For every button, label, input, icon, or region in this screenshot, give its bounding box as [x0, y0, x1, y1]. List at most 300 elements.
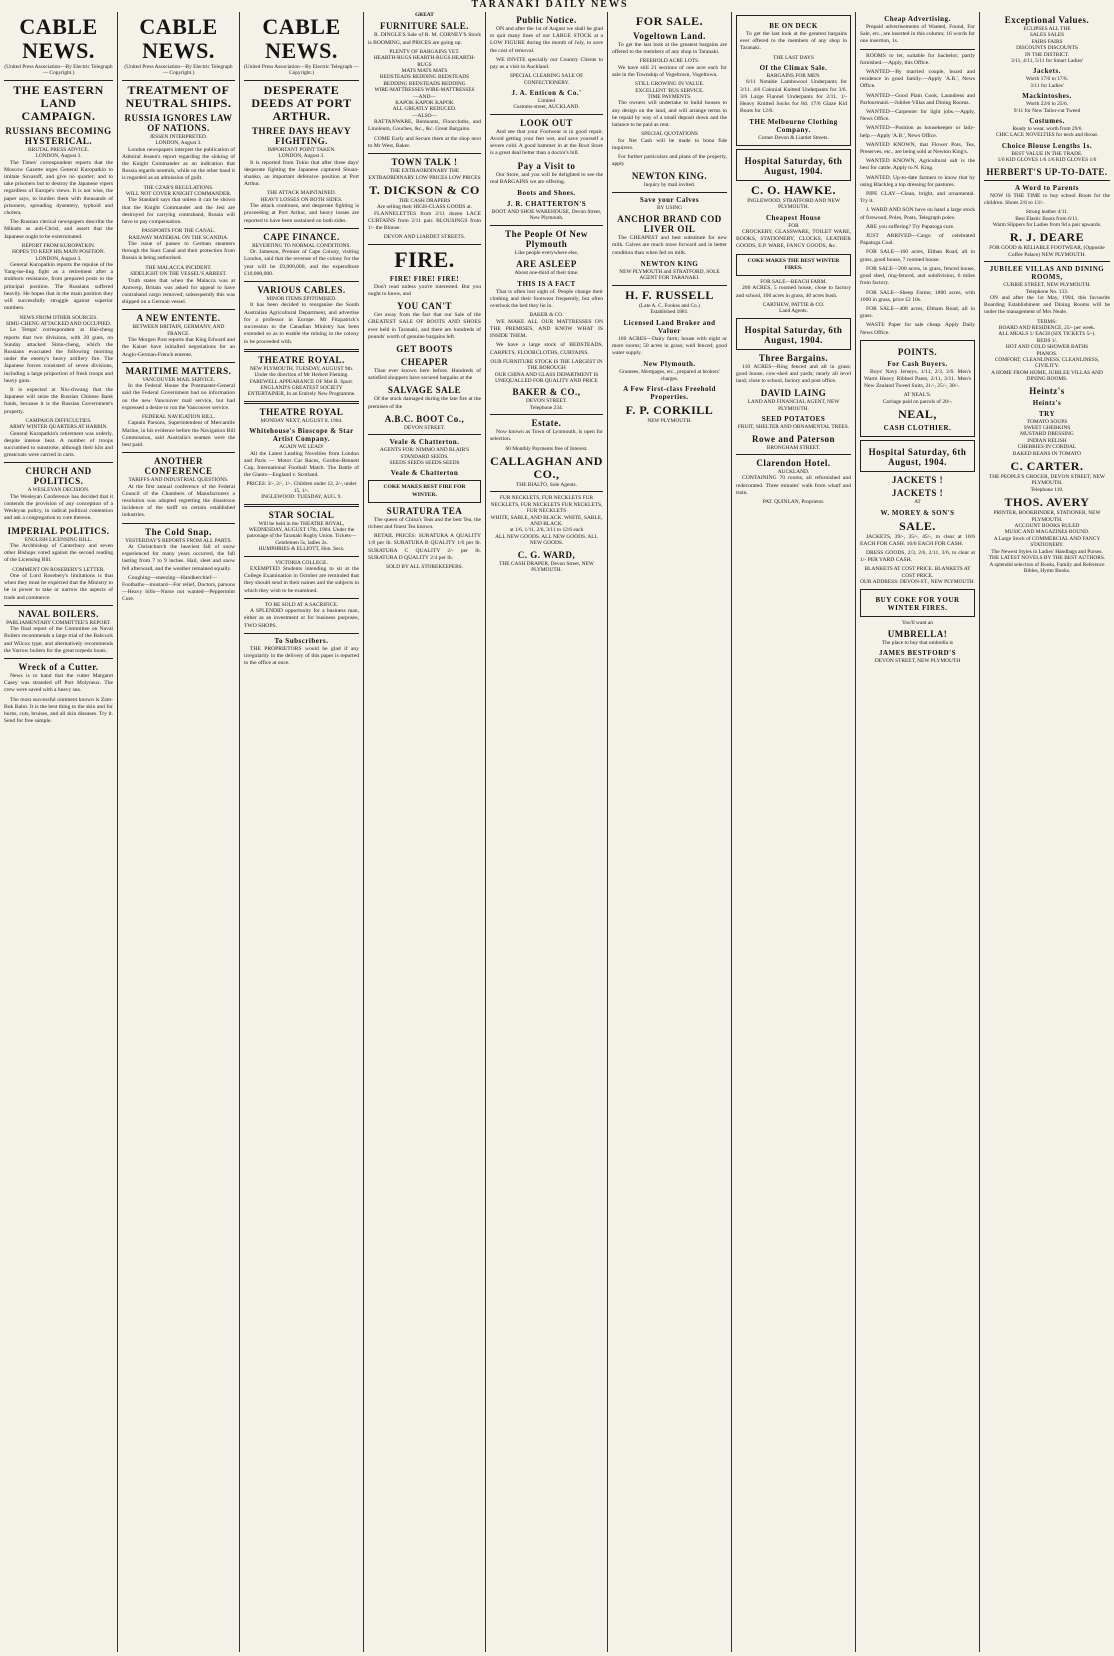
best-text: BEST VALUE IN THE TRADE.	[1011, 150, 1083, 157]
subheading: THE CZAR'S REGULATIONS.	[143, 184, 214, 191]
inglewood-text: INGLEWOOD: TUESDAY, AUG. 9.	[261, 494, 342, 501]
product-item: TOMATO SOUPS	[1026, 418, 1068, 425]
order-text: OUR ADDRESS: DEVON-ST., NEW PLYMOUTH.	[860, 579, 975, 586]
cheap-text: Prepaid advertisements of Wanted, Found, For Sale, etc., are inserted in this column; 16 words for one insertion, 1s.	[860, 24, 975, 45]
word-text: NOW IS THE TIME to buy school Boots for the children. Shoes 2/6 to 13/-.	[984, 192, 1110, 206]
columns	[0, 12, 1114, 1652]
classified-ad: WANTED—Position as housekeeper or lady-help.—Apply 'A.B.', News Office.	[860, 125, 975, 139]
product-item: BAKED BEANS IN TOMATO	[1012, 450, 1082, 457]
abc-heading: A.B.C. BOOT Co.,	[384, 413, 465, 424]
morey-text: JACKETS, 39/-, 35/-, 45/-, to clear at 10/6 EACH FOR CASH. 16/6 EACH FOR CASH.	[860, 533, 975, 547]
cost-text: 9/11 for New Tailor-cut Tweed	[1013, 107, 1081, 114]
come-text: COME Early and Secure them at the shop next to Mr West, Baker.	[368, 135, 481, 149]
product-item: INDIAN RELISH	[1027, 437, 1067, 444]
suratura-heading: SURATURA TEA	[386, 505, 463, 516]
subheading: YESTERDAY'S REPORTS FROM ALL PARTS.	[125, 537, 232, 544]
at-neals-text: AT NEAL'S.	[903, 392, 932, 399]
newton-heading: NEWTON KING.	[631, 171, 708, 182]
inquiry-text: Inquiry by mail invited.	[643, 182, 696, 189]
town-talk-heading: TOWN TALK !	[391, 157, 458, 168]
article-paragraph: The attack continues, and desperate fighting is proceeding at Port Arthur, and heavy losses are reported to have been sustained on both sides.	[244, 203, 359, 224]
freehold-heading: FREEHOLD ACRE LOTS.	[639, 58, 700, 65]
article-paragraph: At Christchurch the heaviest fall of snow experienced for many years occurred, the fall lasting from 7 to 9 inches. Hail, sleet and snow fell afterward, and the weather remained squally.	[122, 544, 235, 572]
jubilee-heading: JUBILEE VILLAS AND DINING ROOMS,	[989, 265, 1105, 282]
subheading: FEDERAL NAVIGATION BILL.	[142, 413, 215, 420]
article-paragraph: The Morgen Post reports that King Edward and the Kaiser have initialled negotiations for an Anglo-German-French entente.	[122, 337, 235, 358]
newest-text: The Newest Styles in Ladies' Handbags and Purses.	[991, 548, 1103, 555]
article-paragraph: General Kuropatkin reports the repulse of the Yang-tse-ling fight as a retirement after a stubborn resistance, from prepared posts to the principal position. The Russians suffered heavily. He hopes that in the main position they will successfully struggle against superior numbers.	[4, 262, 113, 312]
people-heading: The People Of New Plymouth	[505, 228, 588, 249]
subscribers-heading: To Subscribers.	[274, 636, 329, 645]
cleanest-text: WE MAKE ALL OUR MATTRESSES ON THE PREMISES, AND KNOW WHAT IS INSIDE THEM.	[490, 318, 603, 340]
theatre-heading: THEATRE ROYAL	[259, 406, 344, 417]
beach-text: 200 ACRES, 5 roomed house, close to factory and school, 100 acres in grass, 40 acres bush.	[736, 285, 851, 299]
telephone-text: Telephone 234.	[529, 404, 564, 411]
cables-heading: VARIOUS CABLES.	[257, 285, 346, 296]
classified-ad: J. WARD AND SON have on hand a large stock of firewood, Poles, Posts, Telegraph poles.	[860, 207, 975, 221]
laing-sub: LAND AND FINANCIAL AGENT, NEW PLYMOUTH.	[747, 399, 840, 412]
established-text: Established 1881.	[650, 309, 689, 316]
subheading: A WESLEYAN DECISION.	[27, 487, 90, 494]
coke-heading: COKE MAKES THE BEST WINTER FIRES.	[747, 257, 840, 271]
dateline: LONDON, August 3.	[155, 140, 202, 147]
russia-heading: RUSSIA IGNORES LAW OF NATIONS.	[124, 112, 233, 133]
star-sub: Will be held in the THEATRE ROYAL, WEDNESDAY, AUGUST 17th, 1904. Under the patronage of the Taranaki Rugby Union. Tickets—Gentlemen 5s, ladies 2s.	[246, 520, 357, 546]
wire-text: WIRE-MATTRESSES WIRE-MATTRESSES	[374, 87, 475, 94]
column-8	[856, 12, 980, 1652]
people-sub: Like people everywhere else,	[514, 249, 579, 256]
abc-street: DEVON STREET.	[404, 424, 445, 431]
article-paragraph: The Russian clerical newspapers describe the Mikado as anti-Christ, and assert that the Japanese ought to be exterminated.	[4, 219, 113, 240]
splendid-text: A SPLENDID opportunity for a business man, either as an investment or for business purposes, TWO SHOPS.	[244, 608, 359, 629]
subheading: WILL NOT COVER KNIGHT COMMANDER.	[125, 191, 232, 198]
hospital-heading-2: Hospital Saturday, 6th August, 1904.	[744, 324, 843, 345]
devon-text: DEVON AND LIARDET STREETS.	[383, 234, 466, 241]
exempted-text: EXEMPTED Students intending to sit at the College Examination in October are reminded that they should send in their names and the subjects in which they wish to be examined.	[244, 566, 359, 594]
china-text: OUR CHINA AND GLASS DEPARTMENT IS UNEQUALLED FOR QUALITY AND PRICE	[494, 371, 599, 384]
column-4	[364, 12, 486, 1652]
subheading: PARLIAMENTARY COMMITTEE'S REPORT.	[6, 619, 111, 626]
article-paragraph: It has been decided to reorganise the South Australian Agricultural Department, and advertise for a professor in Europe. Mr Fitzpatrick's succession to the Canadian Ministry has been extended so as to enable the mining in the colony to be proceeded with.	[244, 302, 359, 345]
customs-text: Customs-street, AUCKLAND.	[513, 104, 580, 111]
grantee-text: Grantees, Mortgages, etc., prepared at brokers' charges.	[619, 369, 720, 382]
salvage-text: Of the stock damaged during the late fire at the premises of the	[368, 396, 481, 410]
ward-sub: THE CASH DRAPER, Devon Street, NEW PLYMOUTH.	[499, 560, 594, 574]
word-heading: A Word to Parents	[1014, 183, 1080, 192]
heintz-heading-2: Heintz's	[1032, 398, 1062, 407]
farewell-text: FAREWELL APPEARANCE OF Mel B. Spurr.	[249, 378, 354, 385]
costumes-heading: Costumes.	[1029, 117, 1065, 126]
column-9	[980, 12, 1114, 1652]
exceptional-heading: Exceptional Values.	[1004, 15, 1090, 25]
hospital-heading: Hospital Saturday, 6th August, 1904.	[744, 155, 843, 176]
maritime-heading: MARITIME MATTERS.	[125, 365, 232, 376]
land-agents-text: Land Agents.	[779, 308, 808, 315]
theatre-heading: THEATRE ROYAL.	[258, 354, 345, 365]
clarendon-sub: AUCKLAND.	[777, 468, 810, 475]
bestford-sub: DEVON STREET, NEW PLYMOUTH	[874, 658, 961, 665]
column-2	[118, 12, 240, 1652]
calculate-text: 60 Monthly Payments free of Interest.	[505, 445, 588, 452]
subheading: RAILWAY MATERIAL ON THE SCANDIA.	[128, 234, 229, 241]
extraordinary-text: THE EXTRAORDINARY THE EXTRAORDINARY LOW PRICES LOW PRICES	[368, 168, 481, 181]
cable-news-sub: (United Press Association—By Electric Telegraph — Copyright.)	[244, 64, 359, 77]
article-paragraph: The Archbishop of Canterbury and seven other Bishops voted against the second reading of the Licensing Bill.	[4, 543, 113, 564]
boots-heading: Boots and Shoes.	[517, 189, 576, 198]
wreck-heading: Wreck of a Cutter.	[18, 662, 99, 673]
subheading: ENGLISH LICENSING BILL.	[24, 536, 93, 543]
also-text: —ALSO—	[412, 112, 437, 119]
deare-heading: R. J. DEARE	[1009, 230, 1085, 245]
advert-paragraph: The most successful ointment known is Zam-Buk Balm. It is the best thing to the skin and for burns, cuts, bruises, and all skin diseases. Try it. Send for free sample.	[4, 696, 113, 725]
cheaper-heading: CHEAPER	[400, 356, 449, 367]
look-text: And see that your Footwear is in good repair. Avoid getting your feet wet, and save yourself a severe cold. A good hammer in at the Boot Store is a great deal better than a doctor's bill.	[490, 128, 603, 157]
selling-text: Are selling their HIGH-CLASS GOODS at.	[377, 204, 472, 211]
dress-text: DRESS GOODS, 2/3, 2/6, 2/11, 3/6, to clear at 1/- PER YARD CASH.	[860, 549, 975, 564]
article-paragraph: The final report of the Committee on Naval Boilers recommends a large trial of the Babcock and Wilcox type, and alternatively recommends the Yarrow boilers for the great torpedo boats.	[4, 626, 113, 654]
baker-text: BAKER & CO.	[529, 312, 564, 319]
strong-text: Strong leather 4/11.	[1025, 209, 1069, 216]
hot-text: HOT AND COLD SHOWER BATHS	[1005, 344, 1089, 351]
article-paragraph: Dr. Jameson, Premier of Cape Colony, visiting London, said that the revenue of the colony for the year will be £9,000,000, and the expenditure £10,000,000.	[244, 249, 359, 277]
latest-text: THE LATEST NOVELS BY THE BEST AUTHORS.	[988, 555, 1106, 562]
subheading: NEWS FROM OTHER SOURCES.	[19, 314, 98, 321]
seeds-text: SEEDS SEEDS SEEDS SEEDS	[389, 459, 460, 466]
rattanware-text: RATTANWARE, Remnants, Floorcloths, and Linoleum, Couches, &c., &c. Great Bargains.	[368, 119, 481, 133]
vogel-text: To get the last look at the greatest bargains are offered to the members of any shop in Taranaki.	[612, 42, 727, 56]
entente-heading: A NEW ENTENTE.	[136, 313, 221, 324]
classified-ad: FOR SALE—200 acres, in grass, fenced house, good shed, ring-fenced, and subdivision, 6 miles from factory.	[860, 265, 975, 287]
column-7	[732, 12, 856, 1652]
callaghan-heading: CALLAGHAN AND CO.,	[490, 453, 603, 481]
furniture-text: R. DINGLE'S Sale of R. M. CORNEY'S Stock is BOOMING, and PRICES are going up.	[368, 32, 481, 46]
veale-heading-2: Veale & Chatterton	[390, 469, 459, 478]
hospital-heading: Hospital Saturday, 6th August, 1904.	[868, 447, 967, 468]
article-paragraph: Truth states that when the Malacca was at Antwerp, Britain was asked for appeal to have contraband cargo removed; subsequently this was shipped on a German vessel.	[122, 277, 235, 306]
discounts-text: DISCOUNTS DISCOUNTS	[1016, 45, 1078, 52]
column-5	[486, 12, 608, 1652]
white-text: WHITE, SABLE, AND BLACK. WHITE, SABLE, AND BLACK.	[490, 514, 603, 527]
article-paragraph: The Wesleyan Conference has decided that it contends the provision of any conception of a Wesleyan policy, in radical political contention and ask a congregation to vote thereon.	[4, 493, 113, 522]
classified-ad: WANTED KNOWN, that Flower Pots, Tea, Preserves, etc., are being sold at Newton King's.	[860, 141, 975, 156]
jackets-heading: Jackets.	[1033, 67, 1061, 76]
public-text: ON and after the 1st of August we shall be glad to quit many lines of our LARGE STOCK at a LOW FIGURE during the month of July, to save the cost of removal.	[490, 26, 603, 54]
special-text: for Net Cash will be made to bona fide inquirers.	[612, 137, 727, 151]
large-text: A Large Stock of COMMERCIAL AND FANCY STATIONERY.	[993, 535, 1101, 549]
classified-ad: WANTED—By married couple, board and residence in good family.—Apply 'A.B.', News Office.	[860, 69, 975, 90]
pay-heading: Pay a Visit to	[517, 160, 576, 171]
newton2-heading: NEWTON KING	[640, 259, 699, 268]
callaghan-sub: THE RIALTO, Sole Agents.	[516, 481, 577, 488]
this-heading: THIS IS A FACT	[517, 279, 576, 288]
estate-heading: Estate.	[531, 418, 562, 429]
avery-heading: THOS. AVERY	[1004, 495, 1090, 510]
russell-sub: (Late A. C. Fookes and Co.)	[639, 302, 700, 309]
at-prices-text: at 1/6, 1/11, 2/6, 3/11 to 12/6 each	[509, 527, 584, 534]
advert-paragraph: Coughing—sneezing—Handkerchief—Footbaths—mustard—For relief, Doctors, parsons—Heavy bills—Nurse not wanted—Peppermint Cure.	[122, 574, 235, 603]
cable-news-heading: CABLE NEWS.	[262, 14, 341, 63]
points-heading: POINTS.	[897, 346, 938, 357]
baker-street: DEVON STREET.	[526, 398, 567, 405]
subheading: MINOR ITEMS EPITOMISED.	[266, 296, 337, 303]
newton2-sub: NEW PLYMOUTH and STRATFORD, SOLE AGENT FOR TARANAKI.	[619, 268, 720, 282]
russell-heading: H. F. RUSSELL	[625, 287, 714, 302]
three-heading: Three Bargains.	[758, 352, 829, 363]
splendid-text: A splendid selection of Books, Family and Reference Bibles, Hymn Books.	[989, 561, 1105, 574]
jackets-heading-2: JACKETS !	[891, 488, 944, 499]
clarendon-heading: Clarendon Hotel.	[756, 457, 831, 468]
you-cant-heading: YOU CAN'T	[397, 301, 452, 312]
imperial-heading: IMPERIAL POLITICS.	[7, 525, 110, 536]
classified-ad: WANTED KNOWN, Agricultural salt is the best for cattle. Apply to N. King.	[860, 158, 975, 172]
seed-heading: SEED POTATOES	[761, 415, 826, 424]
product-item: SWEET GHERKINS	[1023, 425, 1071, 432]
neal-sub: CASH CLOTHIER.	[883, 424, 952, 433]
sale-heading: SALE.	[899, 518, 936, 533]
save-heading: Save your Calves	[639, 195, 700, 204]
seed-sub: FRUIT, SHELTER AND ORNAMENTAL TREES.	[737, 424, 850, 431]
get-boots-heading: GET BOOTS	[396, 343, 453, 354]
anchor-text: The CHEAPEST and best substitute for new milk. Calves are much more forward and in better condition than when fed on milk.	[612, 235, 727, 256]
by-using-text: BY USING	[656, 204, 683, 211]
agents-text: AGENTS FOR: NIMMO AND BLAIR'S STANDARD SEEDS.	[379, 447, 470, 460]
subheading: JESSEN INTERPRETED.	[149, 133, 208, 140]
classified-ad: WASTE Paper for sale cheap. Apply Daily News Office.	[860, 322, 975, 336]
deare-sub: FOR GOOD & RELIABLE FOOTWEAR, (Opposite Coffee Palace) NEW PLYMOUTH.	[989, 245, 1105, 258]
for-text: FOR	[788, 222, 799, 229]
subheading: COMMENT ON ROSEBERY'S LETTER.	[12, 566, 105, 573]
hawke-sub: INGLEWOOD, STRATFORD AND NEW PLYMOUTH.	[747, 197, 840, 211]
enticon-heading: J. A. Enticon & Co.'	[511, 89, 582, 98]
desperate-heading: DESPERATE DEEDS AT PORT ARTHUR.	[251, 82, 352, 123]
article-paragraph: It is expected at Niu-chwang that the Japanese will seize the Russian Chinese Bank funds, because it is the Russian Government's property.	[4, 386, 113, 415]
furniture-heading: FURNITURE SALE.	[379, 21, 469, 32]
subheading: VANCOUVER MAIL SERVICE.	[142, 376, 215, 383]
spurr-sub: ENGLAND'S GREATEST SOCIETY ENTERTAINER, In an Entirely New Programme.	[247, 384, 356, 398]
hearthrugs-text: HEARTH-RUGS HEARTH-RUGS HEARTH-RUGS	[373, 55, 476, 68]
chatterton-sub: BOOT AND SHOE WAREHOUSE, Devon Street, New Plymouth.	[491, 209, 602, 222]
subheading: SIDELIGHT ON THE VESSEL'S ARREST.	[130, 271, 227, 278]
new-ply-heading: New Plymouth.	[643, 360, 696, 369]
try-heading: TRY	[1038, 409, 1056, 418]
blankets-text: BLANKETS AT COST PRICE. BLANKETS AT COST PRICE.	[864, 566, 971, 579]
dont-text: Don't read unless you're interested. But you ought to know, and	[368, 283, 481, 297]
jubilee-text: ON and after the 1st May, 1904, this favourite Boarding Establishment and Dining Rooms will be under the management of Mrs Neale.	[984, 294, 1110, 316]
fire-subheading: FIRE! FIRE! FIRE!	[389, 274, 460, 283]
rowe-sub: BRONGHAM STREET.	[766, 444, 821, 451]
subscribers-text: THE PROPRIETORS would be glad if any irregularity in the delivery of this paper is reported to the office at once.	[244, 645, 359, 667]
special-heading: SPECIAL QUOTATIONS	[641, 131, 698, 138]
points-text: Boys' Navy Jerseys, 1/11, 2/3, 2/6. Men's Warm Heavy Ribbed Pants, 2/11, 3/11. Men's New Zealand Tweed Suits, 21/-, 25/-, 30/-.	[864, 368, 971, 390]
carriage-text: Carriage paid on parcels of 20/-.	[882, 398, 953, 405]
classified-ad: ARE you suffering? Try Papatoga cure.	[866, 223, 955, 230]
suratura-text: The queen of China's Teas and the best Tea, the richest and finest Tea known.	[368, 516, 481, 530]
russell-text: 100 ACRES—Dairy farm; house with eight or more rooms; 50 acres in grass; well fenced; good water supply.	[612, 335, 727, 356]
chatterton-heading: J. R. CHATTERTON'S	[506, 200, 587, 209]
classified-ad: FOR SALE—Sheep Farms; 1800 acres, with 1000 in grass, price £2 10s.	[860, 289, 975, 303]
invite-text: WE INVITE specially our Country Clients to pay us a visit in Auckland.	[490, 56, 603, 71]
article-paragraph: The Standard says that unless it can be shown that the Knight Commander and the Jesi are destroyed for carrying contraband, Russia will have to pay compensation.	[122, 197, 235, 226]
carter-heading: C. CARTER.	[1010, 459, 1084, 474]
great-heading: GREAT	[415, 12, 434, 18]
quinlan-text: PAT. QUINLAN, Proprietor.	[762, 498, 825, 505]
three-days-heading: THREE DAYS HEAVY FIGHTING.	[251, 125, 352, 146]
music-text: MUSIC AND MAGAZINES BOUND.	[1004, 529, 1090, 536]
blouse-heading: Choice Blouse Lengths 1s.	[1001, 141, 1093, 150]
classified-ad: WANTED, Up-to-date farmers to know that by using Blackleg a top dressing for pastures.	[860, 174, 975, 188]
article-paragraph: One of Lord Rosebery's limitations is that when they must be expected that the Ministry to be in power to take or narrow the aspects of trade and commerce.	[4, 573, 113, 601]
subheading: CAMPAIGN DIFFICULTIES.	[25, 417, 92, 424]
sold-text: SOLD BY ALL STOREKEEPERS.	[385, 564, 464, 571]
dickson-heading: T. DICKSON & CO	[369, 182, 480, 197]
victoria-heading: VICTORIA COLLEGE.	[275, 559, 328, 566]
subheading: IMPORTANT POINT TAKEN.	[267, 146, 336, 153]
fire-heading: FIRE.	[394, 246, 455, 272]
kapok-text: KAPOK KAPOK KAPOK	[395, 100, 454, 107]
article-paragraph: The Times' correspondent reports that the Moscow Gazette urges General Kuropatkin to imitate Suvaroff, and give no quarter; and to take prisoners but to destroy the Japanese vipers regardless of Europe's views. It is not wise, the paper says, to burden them with thousands of prisoners, spreading dysentery, typhoid and cholera.	[4, 159, 113, 217]
baker-heading: BAKER & CO.,	[512, 387, 581, 398]
umbrella-want: You'll want an	[902, 619, 933, 626]
flannelettes-text: FLANNELETTES from 2/11 dozen LACE CURTAINS from 2/11 pair. BLOUSINGS from 1/- the Blouse.	[368, 210, 481, 232]
brutal-heading: BRUTAL PRESS ADVICE.	[28, 146, 89, 153]
melbourne-heading: THE Melbourne Clothing Company.	[749, 118, 838, 135]
subheading: THE MALACCA INCIDENT.	[145, 264, 212, 271]
article-paragraph: At the first annual conference of the Federal Council of the Chambers of Manufacturers a resolution was adopted regretting the disastrous incidence of the tariff on certain established industries.	[122, 483, 235, 519]
subheading: HEAVY LOSSES ON BOTH SIDES.	[260, 196, 343, 203]
mats-text: MATS MATS MATS	[401, 68, 448, 75]
pianos-text: PIANOS.	[1036, 350, 1058, 357]
subheading: HOPES TO KEEP HIS MAIN POSITION.	[11, 249, 106, 256]
vogel-heading: Vogeltown Land.	[633, 31, 706, 41]
comfort-text: COMFORT, CLEANLINESS, CLEANLINESS, CIVILITY.	[994, 356, 1100, 370]
deck-text: To get the last look at the greatest bargains ever offered to the members of any shop in Taranaki.	[740, 31, 847, 52]
article-paragraph: Captain Parsons, Superintendent of Mercantile Marine, in his evidence before the Navigation Bill Commission, said Australia's seamen were the best paid.	[122, 420, 235, 448]
new-goods-text: ALL NEW GOODS. ALL NEW GOODS. ALL NEW GOODS.	[495, 533, 598, 547]
monday-text: MONDAY NEXT, AUGUST 8, 1904.	[260, 417, 343, 424]
cost-worth-text: Ready to wear, worth from 29/6	[1012, 126, 1082, 133]
star-social-heading: STAR SOCIAL	[268, 509, 335, 520]
time-text: The owners will undertake to build houses to any design on the land, and will arrange terms to be repaid by way of a small deposit down and the balance to be paid as rent.	[612, 100, 727, 129]
large-text: We have a large stock of BEDSTEADS, CARPETS, FLOORCLOTHS, CURTAINS.	[490, 342, 603, 356]
bioscope-text: All the Latest Leading Novelties from London and Paris — Motor Car Races, Gordon-Bennett Cup, International Football Match. The Battle of the Giants—England v. Scotland.	[244, 450, 359, 479]
bioscope-heading: Whitehouse's Bioscope & Star Artist Company.	[249, 427, 354, 444]
naval-heading: NAVAL BOILERS.	[18, 608, 99, 619]
umbrella-heading: UMBRELLA!	[887, 628, 948, 639]
mack-text: 3/11 for Ladies'	[1030, 82, 1064, 89]
sold-heading: TO BE SOLD AT A SACRIFICE.	[264, 601, 339, 608]
russians-heading: RUSSIANS BECOMING HYSTERICAL.	[5, 125, 112, 146]
buyers-heading: For Cash Buyers.	[887, 359, 948, 368]
column-1	[0, 12, 118, 1652]
umbrella-text: The place to buy that umbrella is	[882, 639, 953, 646]
cold-snap-heading: The Cold Snap.	[145, 526, 212, 537]
bestford-heading: JAMES BESTFORD'S	[878, 649, 957, 658]
subheading: BETWEEN BRITAIN, GERMANY, AND FRANCE.	[132, 324, 225, 337]
article-paragraph: It is reported from Tokio that after three days' desperate fighting the Japanese captured Shuan-shanko, an important defensive position at Port Arthur.	[244, 159, 359, 188]
currie-text: CURRIE STREET, NEW PLYMOUTH.	[1003, 282, 1091, 289]
furniture-text: OUR FURNITURE STOCK IS THE LARGEST IN THE BOROUGH	[490, 358, 603, 372]
licensed-heading: Licensed Land Broker and Valuer	[623, 318, 716, 335]
bargains-heading: BARGAINS FOR MEN.	[766, 73, 821, 80]
article-paragraph: The issue of passes to German steamers through the Suez Canal and their protection from Russia is being authorised.	[122, 241, 235, 262]
fact-text: That is often lost sight of. People change their clothing and their footwear frequently, but often overlook the bed they lie in.	[490, 288, 603, 310]
time-heading: TIME PAYMENTS.	[647, 94, 692, 101]
dateline: LONDON, August 3.	[278, 153, 325, 160]
coke-heading: COKE MAKES BEST FIRE FOR WINTER.	[383, 484, 466, 498]
climax-heading: Of the Climax Sale.	[759, 64, 828, 73]
gloves-text: 1/6 KID GLOVES 1/6 1/6 KID GLOVES 1/6	[997, 157, 1097, 164]
at-text: AT	[914, 499, 921, 506]
classified-ad: FOR SALE—408 acres, Eltham Road, all in grass.	[860, 305, 975, 320]
last-days-text: THE LAST DAYS	[773, 54, 814, 61]
salvage-heading: SALVAGE SALE	[387, 385, 462, 396]
morey-heading: W. MOREY & SON'S	[880, 508, 955, 517]
subheading: ARMY WINTER QUARTERS AT HARBIN.	[9, 424, 108, 431]
product-item: MUSTARD DRESSING	[1020, 431, 1074, 438]
cheap-heading: Cheap Advertising.	[884, 15, 951, 23]
column-3	[240, 12, 364, 1652]
star-names: HUMPHRIES & ELLIOTT, Hon. Secs.	[258, 546, 345, 553]
asleep-heading: ARE ASLEEP	[516, 259, 577, 270]
freehold-text: We have still 21 sections of one acre each for sale in the Township of Vogeltown, Vogeltown.	[612, 64, 727, 79]
masthead: TARANAKI DAILY NEWS	[471, 0, 629, 10]
article-paragraph: Le Temps' correspondent at Hai-cheng reports that two divisions, with 20 guns, on Sunday attacked Simu-cheng, which the Russians evacuated the following morning under the enemy's heavy artillery fire. The Japanese forces consisted of seven divisions, including a large proportion of fresh troops and heavy guns.	[4, 327, 113, 384]
cable-news-sub: (United Press Association—By Electric Telegraph — Copyright.)	[4, 64, 113, 77]
telephone-text: Telephone No. 133.	[1025, 288, 1069, 295]
deck-heading: BE ON DECK	[769, 22, 818, 30]
heintz-heading: Heintz's	[1029, 385, 1065, 396]
limited-text: Limited	[537, 98, 556, 105]
classified-ad: WANTED—Good Plain Cook, Laundress and Parlourmaid.—Jubilee Villas and Dining Rooms.	[860, 92, 975, 106]
jackets-heading: JACKETS !	[891, 475, 944, 486]
cable-news-heading: CABLE NEWS.	[139, 14, 218, 63]
classified-ad: ROOMS to let, suitable for bachelor; partly furnished.—Apply, this Office.	[860, 52, 975, 66]
hawke-heading: C. O. HAWKE.	[750, 182, 836, 197]
cheaper-text: Than ever known here before. Hundreds of satisfied shoppers have secured bargains at the	[368, 367, 481, 382]
mackintoshes-heading: Mackintoshes.	[1022, 92, 1072, 101]
article-paragraph: In the Federal House the Postmaster-General said the Federal Government had no information on the new Vancouver mail service, but had expressed a desire to run the Vancouver service.	[122, 383, 235, 411]
subheading: SIMU-CHENG ATTACKED AND OCCUPIED.	[5, 320, 112, 327]
neckletts-text: FUR NECKLETS, FUR NECKLETS FUR NECKLETS, FUR NECKLETS FUR NECKLETS, FUR NECKLETS	[490, 495, 603, 515]
best-elastic-text: Best Elastic Boots from 6/11.	[1015, 215, 1079, 222]
dateline: LONDON, August 3.	[35, 153, 82, 160]
subheading: PASSPORTS FOR THE CANAL.	[141, 228, 216, 235]
classified-ad: PIPE CLAY—Clean, bright, and ornamental. Try it.	[860, 191, 975, 205]
product-item: CHERRIES IN CORDIAL	[1017, 444, 1077, 451]
subheading: TARIFFS AND INDUSTRIAL QUESTIONS.	[128, 477, 229, 484]
excellent-heading: EXCELLENT 'BUS SERVICE.	[635, 87, 704, 94]
prices-text: PRICES: 3/-, 2/-, 1/-. Children under 12, 2/-, under 15, 1/-.	[246, 481, 357, 494]
board-text: BOARD AND RESIDENCE, 25/- per week.	[998, 324, 1096, 331]
cape-heading: CAPE FINANCE.	[263, 231, 340, 242]
carter-sub: THE PEOPLE'S GROCER, DEVON STREET, NEW PLYMOUTH.	[988, 474, 1106, 487]
article-paragraph: News is to hand that the cutter Margaret Casey was stranded off Port Molyneux. The crew were saved with a heavy sea.	[4, 673, 113, 694]
classified-ad: FOR SALE—160 acres, Elthan Road, all in grass, good house, 7 roomed house.	[860, 249, 975, 263]
campaign-heading: THE EASTERN LAND CAMPAIGN.	[13, 82, 104, 123]
clarendon-text: CONTAINING 70 rooms, all refurnished and redecorated. Three minutes' walk from wharf and train.	[736, 475, 851, 496]
dateline: LONDON, August 3.	[35, 255, 82, 262]
laing-heading: DAVID LAING	[760, 388, 827, 399]
further-text: For further particulars and plans of the property, apply	[612, 154, 727, 168]
beach-heading: FOR SALE—BEACH FARM.	[760, 279, 827, 286]
worth2-text: Worth 22/6 to 25/6.	[1025, 101, 1069, 108]
classified-ad: WANTED—Carpenter for light jobs.—Apply, News Office.	[860, 109, 975, 123]
for-sale-heading: FOR SALE.	[635, 14, 704, 28]
article-paragraph: General Kuropatkin's retirement was orderly, despite intense heat. A number of troops succumbed to sunstroke, although their kits and greatcoats were carried in carts.	[4, 430, 113, 459]
about-text: About one-third of their time.	[514, 270, 579, 277]
fairs-text: FAIRS FAIRS	[1031, 38, 1063, 45]
beds-text: BEDS 1/.	[1036, 337, 1058, 344]
